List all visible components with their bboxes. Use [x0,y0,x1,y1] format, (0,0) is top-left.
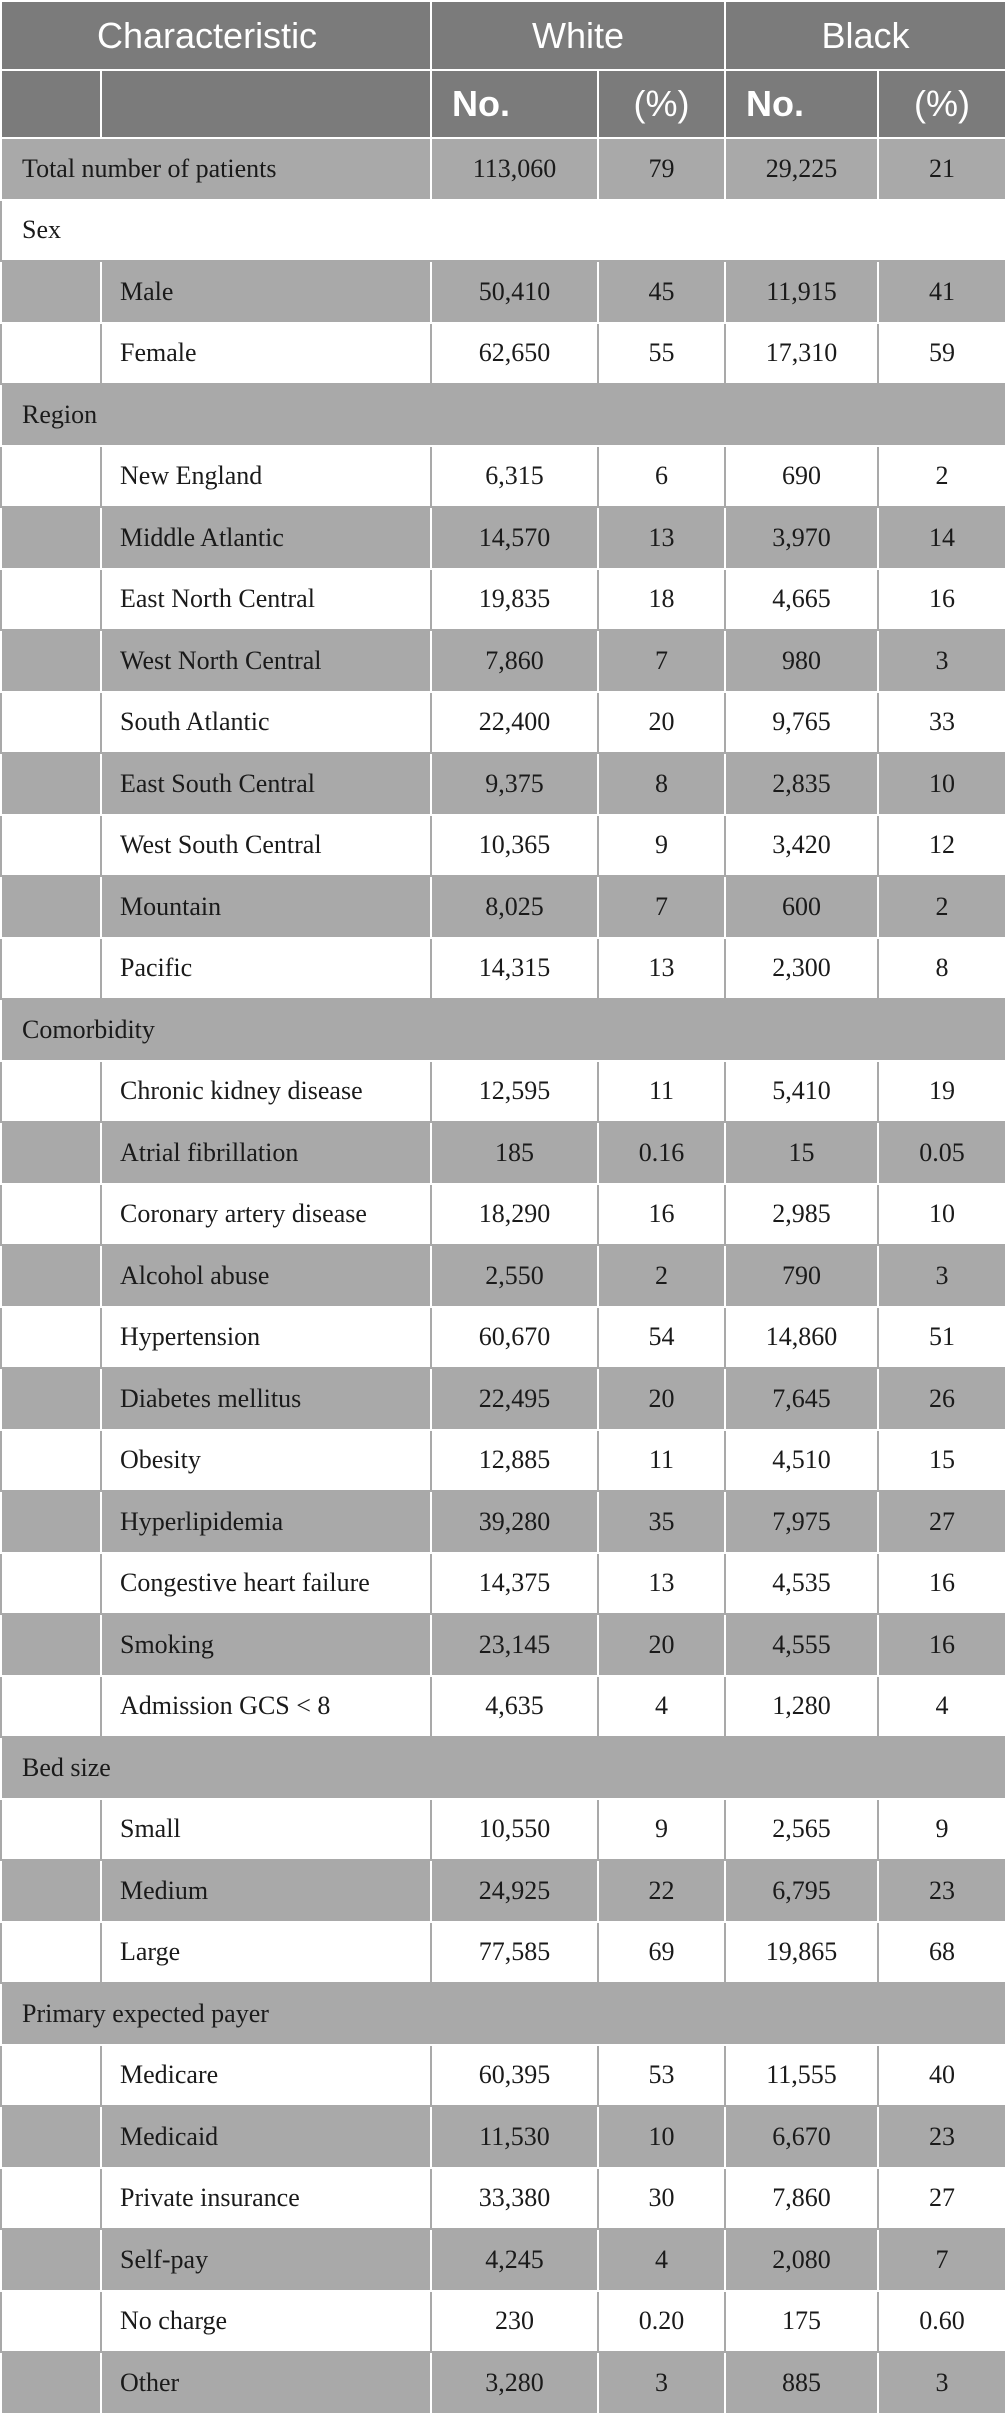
table-row [1,1860,1005,1922]
black-percent: 19 [878,1061,1005,1123]
white-count: 10,550 [431,1799,598,1861]
header-characteristic: Characteristic [1,1,431,70]
white-count: 113,060 [431,138,598,200]
row-label: Smoking [101,1614,431,1676]
black-count: 790 [725,1245,878,1307]
table-row [1,1491,1005,1553]
black-percent: 10 [878,1184,1005,1246]
black-count: 9,765 [725,692,878,754]
white-count: 14,315 [431,938,598,1000]
row-label: Medicaid [101,2106,431,2168]
black-percent: 14 [878,507,1005,569]
section-header-row [1,200,1005,262]
indent-cell [1,2168,101,2230]
black-percent: 23 [878,1860,1005,1922]
row-label: Coronary artery disease [101,1184,431,1246]
table-row [1,323,1005,385]
table-row [1,2229,1005,2291]
white-count: 185 [431,1122,598,1184]
row-label: East North Central [101,569,431,631]
black-percent: 0.05 [878,1122,1005,1184]
black-count: 15 [725,1122,878,1184]
header-white-no: No. [431,70,598,138]
black-count: 4,555 [725,1614,878,1676]
table-row [1,507,1005,569]
indent-cell [1,1307,101,1369]
white-percent: 53 [598,2045,725,2107]
section-label: Comorbidity [1,999,1005,1061]
white-percent: 0.16 [598,1122,725,1184]
black-percent: 4 [878,1676,1005,1738]
indent-cell [1,630,101,692]
white-percent: 10 [598,2106,725,2168]
black-count: 2,835 [725,753,878,815]
white-percent: 6 [598,446,725,508]
row-label: Atrial fibrillation [101,1122,431,1184]
white-count: 12,595 [431,1061,598,1123]
indent-cell [1,1676,101,1738]
section-label: Region [1,384,1005,446]
black-count: 3,970 [725,507,878,569]
row-label: No charge [101,2291,431,2353]
table-row [1,938,1005,1000]
indent-cell [1,815,101,877]
indent-cell [1,1799,101,1861]
row-label: East South Central [101,753,431,815]
white-count: 230 [431,2291,598,2353]
table-row [1,1799,1005,1861]
black-percent: 16 [878,1553,1005,1615]
row-label: Female [101,323,431,385]
black-percent: 3 [878,2352,1005,2414]
row-label: Hypertension [101,1307,431,1369]
section-header-row [1,384,1005,446]
table-body [1,138,1005,2414]
row-label: Mountain [101,876,431,938]
white-percent: 2 [598,1245,725,1307]
black-percent: 15 [878,1430,1005,1492]
black-percent: 68 [878,1922,1005,1984]
row-label: Male [101,261,431,323]
indent-cell [1,938,101,1000]
white-percent: 4 [598,1676,725,1738]
row-label: Total number of patients [1,138,431,200]
header-group-black: Black [725,1,1005,70]
row-label: Diabetes mellitus [101,1368,431,1430]
table-row [1,1368,1005,1430]
black-count: 29,225 [725,138,878,200]
white-count: 33,380 [431,2168,598,2230]
white-percent: 13 [598,507,725,569]
table-row [1,569,1005,631]
black-count: 175 [725,2291,878,2353]
white-count: 2,550 [431,1245,598,1307]
black-count: 7,645 [725,1368,878,1430]
white-percent: 20 [598,692,725,754]
header-white-pct: (%) [598,70,725,138]
white-percent: 16 [598,1184,725,1246]
black-percent: 51 [878,1307,1005,1369]
white-count: 22,495 [431,1368,598,1430]
white-count: 60,670 [431,1307,598,1369]
black-count: 6,795 [725,1860,878,1922]
indent-cell [1,1922,101,1984]
white-percent: 9 [598,1799,725,1861]
indent-cell [1,1061,101,1123]
indent-cell [1,2106,101,2168]
indent-cell [1,2291,101,2353]
black-count: 11,555 [725,2045,878,2107]
indent-cell [1,1614,101,1676]
indent-cell [1,446,101,508]
black-percent: 41 [878,261,1005,323]
black-count: 7,860 [725,2168,878,2230]
white-percent: 45 [598,261,725,323]
black-count: 4,535 [725,1553,878,1615]
black-count: 19,865 [725,1922,878,1984]
black-percent: 2 [878,446,1005,508]
white-count: 4,635 [431,1676,598,1738]
row-label: New England [101,446,431,508]
table-row [1,630,1005,692]
white-count: 14,375 [431,1553,598,1615]
section-label: Bed size [1,1737,1005,1799]
white-percent: 30 [598,2168,725,2230]
section-label: Primary expected payer [1,1983,1005,2045]
table-row [1,1614,1005,1676]
black-percent: 26 [878,1368,1005,1430]
white-percent: 20 [598,1368,725,1430]
indent-cell [1,753,101,815]
row-label: South Atlantic [101,692,431,754]
white-percent: 22 [598,1860,725,1922]
white-count: 6,315 [431,446,598,508]
indent-cell [1,2045,101,2107]
table-row [1,815,1005,877]
indent-cell [1,2229,101,2291]
white-percent: 13 [598,938,725,1000]
indent-cell [1,569,101,631]
black-percent: 27 [878,2168,1005,2230]
black-count: 3,420 [725,815,878,877]
black-count: 7,975 [725,1491,878,1553]
white-count: 7,860 [431,630,598,692]
white-count: 18,290 [431,1184,598,1246]
row-label: Congestive heart failure [101,1553,431,1615]
table-row [1,261,1005,323]
table-row [1,1553,1005,1615]
header-black-no: No. [725,70,878,138]
black-count: 11,915 [725,261,878,323]
white-percent: 18 [598,569,725,631]
table-row [1,1676,1005,1738]
table-row [1,753,1005,815]
header-blank-label [101,70,431,138]
black-count: 1,280 [725,1676,878,1738]
row-label: Medium [101,1860,431,1922]
row-label: Pacific [101,938,431,1000]
row-label: Large [101,1922,431,1984]
header-row-groups [1,1,1005,70]
black-percent: 0.60 [878,2291,1005,2353]
black-percent: 27 [878,1491,1005,1553]
black-count: 2,565 [725,1799,878,1861]
table-row [1,1184,1005,1246]
white-percent: 35 [598,1491,725,1553]
white-percent: 0.20 [598,2291,725,2353]
header-blank-indent [1,70,101,138]
indent-cell [1,507,101,569]
indent-cell [1,1860,101,1922]
white-count: 3,280 [431,2352,598,2414]
table-row [1,1307,1005,1369]
black-percent: 12 [878,815,1005,877]
white-count: 62,650 [431,323,598,385]
indent-cell [1,876,101,938]
black-percent: 3 [878,630,1005,692]
black-count: 980 [725,630,878,692]
indent-cell [1,2352,101,2414]
black-percent: 59 [878,323,1005,385]
white-percent: 69 [598,1922,725,1984]
table-row [1,1245,1005,1307]
table-row [1,1061,1005,1123]
indent-cell [1,261,101,323]
white-count: 77,585 [431,1922,598,1984]
table-row [1,2106,1005,2168]
section-header-row [1,1983,1005,2045]
white-count: 12,885 [431,1430,598,1492]
row-label: West South Central [101,815,431,877]
header-black-pct: (%) [878,70,1005,138]
white-count: 9,375 [431,753,598,815]
section-header-row [1,999,1005,1061]
white-count: 50,410 [431,261,598,323]
black-count: 600 [725,876,878,938]
white-count: 11,530 [431,2106,598,2168]
indent-cell [1,692,101,754]
white-percent: 9 [598,815,725,877]
row-label: Admission GCS < 8 [101,1676,431,1738]
indent-cell [1,323,101,385]
white-percent: 13 [598,1553,725,1615]
black-percent: 7 [878,2229,1005,2291]
black-count: 885 [725,2352,878,2414]
white-count: 19,835 [431,569,598,631]
row-label: Small [101,1799,431,1861]
row-label: West North Central [101,630,431,692]
black-percent: 2 [878,876,1005,938]
black-percent: 9 [878,1799,1005,1861]
white-count: 22,400 [431,692,598,754]
section-label: Sex [1,200,1005,262]
black-percent: 8 [878,938,1005,1000]
white-percent: 11 [598,1061,725,1123]
white-count: 23,145 [431,1614,598,1676]
row-label: Obesity [101,1430,431,1492]
white-count: 14,570 [431,507,598,569]
white-percent: 4 [598,2229,725,2291]
black-percent: 40 [878,2045,1005,2107]
row-label: Self-pay [101,2229,431,2291]
black-percent: 21 [878,138,1005,200]
white-percent: 8 [598,753,725,815]
white-percent: 79 [598,138,725,200]
black-percent: 23 [878,2106,1005,2168]
row-label: Other [101,2352,431,2414]
table-row [1,446,1005,508]
black-count: 14,860 [725,1307,878,1369]
indent-cell [1,1122,101,1184]
black-count: 690 [725,446,878,508]
indent-cell [1,1368,101,1430]
black-percent: 10 [878,753,1005,815]
black-count: 2,300 [725,938,878,1000]
white-count: 4,245 [431,2229,598,2291]
white-count: 39,280 [431,1491,598,1553]
white-percent: 7 [598,630,725,692]
indent-cell [1,1491,101,1553]
table-row [1,876,1005,938]
black-percent: 33 [878,692,1005,754]
header-row-columns [1,70,1005,138]
table-row [1,2352,1005,2414]
black-count: 2,080 [725,2229,878,2291]
section-header-row [1,1737,1005,1799]
indent-cell [1,1245,101,1307]
white-count: 60,395 [431,2045,598,2107]
table-row [1,1922,1005,1984]
white-percent: 3 [598,2352,725,2414]
black-percent: 16 [878,569,1005,631]
white-percent: 54 [598,1307,725,1369]
white-percent: 11 [598,1430,725,1492]
table-row [1,2045,1005,2107]
header-group-white: White [431,1,725,70]
row-label: Hyperlipidemia [101,1491,431,1553]
table-row [1,2291,1005,2353]
row-label: Alcohol abuse [101,1245,431,1307]
row-label: Medicare [101,2045,431,2107]
row-label: Private insurance [101,2168,431,2230]
black-count: 4,665 [725,569,878,631]
indent-cell [1,1184,101,1246]
white-count: 8,025 [431,876,598,938]
black-count: 6,670 [725,2106,878,2168]
black-count: 5,410 [725,1061,878,1123]
white-percent: 20 [598,1614,725,1676]
table-row [1,692,1005,754]
black-percent: 3 [878,1245,1005,1307]
white-percent: 55 [598,323,725,385]
black-count: 17,310 [725,323,878,385]
white-count: 10,365 [431,815,598,877]
indent-cell [1,1553,101,1615]
black-count: 4,510 [725,1430,878,1492]
row-label: Middle Atlantic [101,507,431,569]
row-label: Chronic kidney disease [101,1061,431,1123]
total-row [1,138,1005,200]
white-percent: 7 [598,876,725,938]
black-count: 2,985 [725,1184,878,1246]
table-row [1,1122,1005,1184]
table-row [1,1430,1005,1492]
table-row [1,2168,1005,2230]
white-count: 24,925 [431,1860,598,1922]
indent-cell [1,1430,101,1492]
black-percent: 16 [878,1614,1005,1676]
